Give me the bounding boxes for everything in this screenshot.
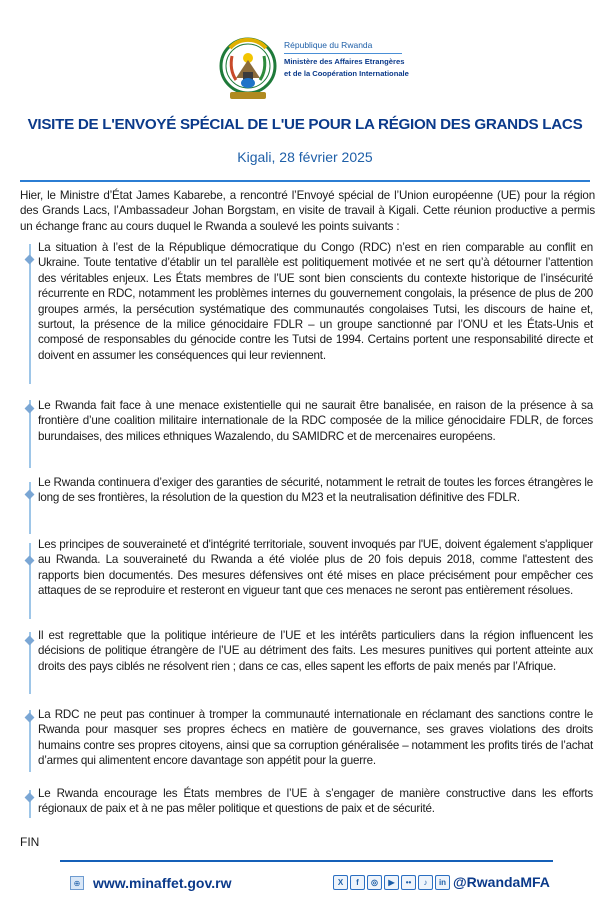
instagram-icon[interactable]: ◎ xyxy=(367,875,382,890)
diamond-bullet-icon xyxy=(25,793,35,803)
social-handle[interactable]: @RwandaMFA xyxy=(453,874,550,890)
diamond-bullet-icon xyxy=(25,636,35,646)
website-link[interactable] xyxy=(70,875,231,891)
coat-of-arms-icon xyxy=(218,36,278,102)
point-6: La RDC ne peut pas continuer à tromper la communauté internationale en réclamant des sanctions contre le Rwanda pour masquer ses propres échecs en matière de gouvernance, ses graves violations des droits humains contre ses propres citoyens, ainsi que sa corruption généralisée – notamment les profits tirés de l’achat d’armes qui alimentent encore davantage son appétit pour la guerre. xyxy=(38,708,593,768)
ministry-heading xyxy=(284,40,409,78)
globe-icon: ⊕ xyxy=(70,876,84,890)
point-2: Le Rwanda fait face à une menace existentielle qui ne saurait être banalisée, en raison de la présence à sa frontière d’une coalition militaire internationale de la RDC composée de la milice génocidaire FDLR, de forces burundaises, des milices ethniques Wazalendo, du SAMIDRC et de mercenaires européens. xyxy=(38,399,593,443)
bullet-line xyxy=(29,244,31,384)
tiktok-icon[interactable]: ♪ xyxy=(418,875,433,890)
point-1: La situation à l’est de la République démocratique du Congo (RDC) n’est en rien comparable au conflit en Ukraine. Toute tentative d’établir un tel parallèle est politiquement motivée et ne sert qu’à détourner l’attention des véritables enjeux. Les États membres de l’UE sont bien conscients du contexte historique de l’insécurité récurrente en RDC, notamment les problèmes internes du gouvernement congolais, la présence de plus de 200 groupes armés, la persécution systématique des communautés congolaises Tutsi, les discours de haine et, surtout, la présence de la milice génocidaire FDLR – un groupe sanctionné par l’ONU et les États-Unis et composé de responsables du génocide contre les Tutsi de 1994. Certains portent une responsabilité directe et doivent en assumer les conséquences qui leur reviennent. xyxy=(38,241,593,362)
footer-divider xyxy=(60,860,553,862)
ministry-name-line1: Ministère des Affaires Etrangères xyxy=(284,57,405,66)
flickr-icon[interactable]: •• xyxy=(401,875,416,890)
divider xyxy=(20,180,590,182)
intro-paragraph: Hier, le Ministre d’État James Kabarebe, a rencontré l’Envoyé spécial de l’Union européenne (UE) pour la région des Grands Lacs, l’Ambassadeur Johan Borgstam, en visite de travail à Kigali. Cette réunion productive a permis un échange franc au cours duquel le Rwanda a soulevé les points suivants : xyxy=(20,189,595,233)
point-4: Les principes de souveraineté et d'intégrité territoriale, souvent invoqués par l'UE, doivent également s'appliquer au Rwanda. La souveraineté du Rwanda a été violée plus de 20 fois depuis 2018, comme l'attestent des rapports bien documentés. Des mesures défensives ont été mises en place précisément pour empêcher ces attaques de se reproduire et resteront en vigueur tant que ces menaces ne seront pas entièrement résolues. xyxy=(38,538,593,598)
letterhead xyxy=(0,28,610,108)
end-marker: FIN xyxy=(20,835,40,849)
point-7: Le Rwanda encourage les États membres de l’UE à s’engager de manière constructive dans les efforts régionaux de paix et à ne pas mêler politique et questions de paix et de sécurité. xyxy=(38,787,593,816)
x-twitter-icon[interactable]: X xyxy=(333,875,348,890)
diamond-bullet-icon xyxy=(25,490,35,500)
point-3: Le Rwanda continuera d’exiger des garanties de sécurité, notamment le retrait de toutes les forces étrangères le long de ses frontières, la résolution de la question du M23 et la neutralisation définitive des FDLR. xyxy=(38,476,593,505)
website-url[interactable]: www.minaffet.gov.rw xyxy=(93,875,232,891)
point-5: Il est regrettable que la politique intérieure de l’UE et les intérêts particuliers dans la région influencent les décisions de politique étrangère de l’UE au détriment des faits. Les mesures punitives qui portent atteinte aux droits des pays ciblés ne résolvent rien ; dans ce cas, elles sapent les efforts de paix menés par l’Afrique. xyxy=(38,629,593,673)
dateline: Kigali, 28 février 2025 xyxy=(237,149,373,165)
ministry-name-line2: et de la Coopération Internationale xyxy=(284,69,409,78)
diamond-bullet-icon xyxy=(25,255,35,265)
facebook-icon[interactable]: f xyxy=(350,875,365,890)
diamond-bullet-icon xyxy=(25,556,35,566)
page-title: VISITE DE L'ENVOYÉ SPÉCIAL DE L'UE POUR LA RÉGION DES GRANDS LACS xyxy=(27,116,583,133)
republic-name: République du Rwanda xyxy=(284,40,402,54)
diamond-bullet-icon xyxy=(25,713,35,723)
diamond-bullet-icon xyxy=(25,404,35,414)
youtube-icon[interactable]: ▶ xyxy=(384,875,399,890)
social-links xyxy=(333,874,550,890)
linkedin-icon[interactable]: in xyxy=(435,875,450,890)
